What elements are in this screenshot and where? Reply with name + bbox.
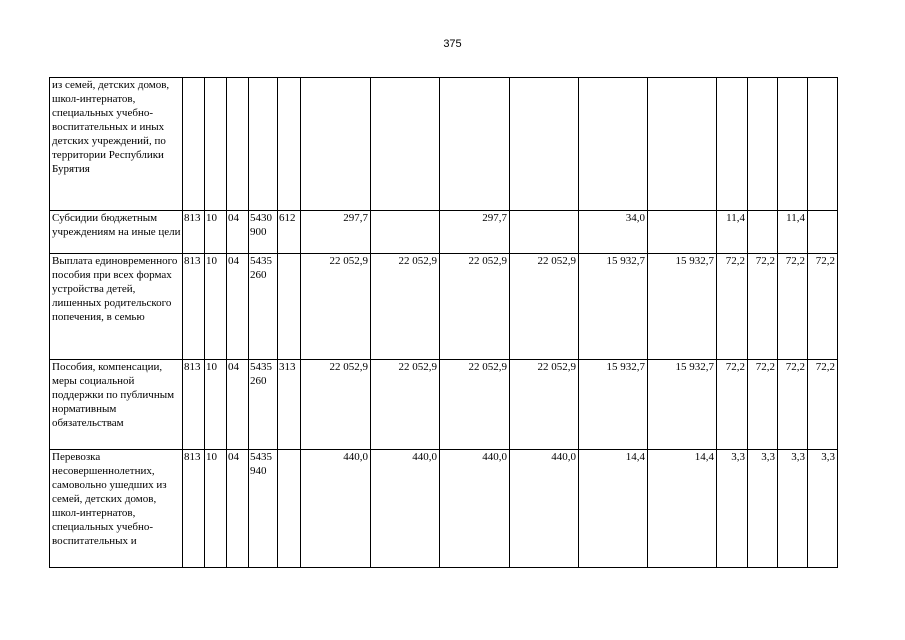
table-row: [50, 211, 838, 254]
cell-percent: 3,3: [778, 450, 808, 568]
cell-target-article: 5435 260: [249, 254, 278, 360]
cell-section: 10: [205, 450, 227, 568]
row-name: Пособия, компенсации, меры социальной поддержки по публичным нормативным обязательствам: [50, 360, 183, 450]
cell-subsection: [227, 78, 249, 211]
cell-value: 22 052,9: [440, 360, 510, 450]
page-number: 375: [443, 38, 462, 50]
cell-value: 22 052,9: [301, 254, 371, 360]
cell-chapter: 813: [183, 254, 205, 360]
cell-value: 15 932,7: [579, 360, 648, 450]
cell-value: [371, 211, 440, 254]
cell-subsection: 04: [227, 360, 249, 450]
cell-percent: 3,3: [808, 450, 838, 568]
cell-value: [440, 78, 510, 211]
cell-value: 22 052,9: [371, 360, 440, 450]
cell-chapter: 813: [183, 450, 205, 568]
cell-value: 22 052,9: [510, 254, 579, 360]
cell-value: [579, 78, 648, 211]
cell-chapter: [183, 78, 205, 211]
cell-value: 297,7: [301, 211, 371, 254]
cell-percent: [717, 78, 748, 211]
table-row: [50, 450, 838, 568]
cell-section: [205, 78, 227, 211]
cell-value: 440,0: [371, 450, 440, 568]
cell-percent: 72,2: [748, 360, 778, 450]
cell-percent: 72,2: [717, 360, 748, 450]
row-name: Перевозка несовершеннолетних, самовольно ушедших из семей, детских домов, школ-интернатов, специальных учебно-воспитательных и: [50, 450, 183, 568]
cell-expense-type: [278, 450, 301, 568]
cell-percent: [748, 78, 778, 211]
budget-table: [49, 77, 838, 568]
cell-value: 440,0: [510, 450, 579, 568]
cell-percent: [778, 78, 808, 211]
cell-value: 22 052,9: [440, 254, 510, 360]
cell-value: 297,7: [440, 211, 510, 254]
table-row: [50, 254, 838, 360]
cell-section: 10: [205, 254, 227, 360]
cell-expense-type: 612: [278, 211, 301, 254]
cell-percent: 3,3: [717, 450, 748, 568]
cell-percent: 72,2: [778, 254, 808, 360]
cell-value: [648, 211, 717, 254]
cell-percent: 3,3: [748, 450, 778, 568]
cell-value: 22 052,9: [301, 360, 371, 450]
row-name: Выплата единовременного пособия при всех формах устройства детей, лишенных родительского попечения, в семью: [50, 254, 183, 360]
table-row: [50, 78, 838, 211]
cell-percent: [748, 211, 778, 254]
cell-percent: [808, 78, 838, 211]
cell-expense-type: 313: [278, 360, 301, 450]
table-row: [50, 360, 838, 450]
cell-value: 440,0: [301, 450, 371, 568]
cell-chapter: 813: [183, 211, 205, 254]
cell-value: [510, 211, 579, 254]
cell-value: [371, 78, 440, 211]
cell-percent: [808, 211, 838, 254]
cell-percent: 72,2: [748, 254, 778, 360]
cell-subsection: 04: [227, 211, 249, 254]
cell-percent: 72,2: [778, 360, 808, 450]
cell-target-article: [249, 78, 278, 211]
cell-percent: 72,2: [808, 360, 838, 450]
cell-subsection: 04: [227, 450, 249, 568]
cell-value: [301, 78, 371, 211]
cell-percent: 11,4: [778, 211, 808, 254]
cell-value: 15 932,7: [648, 254, 717, 360]
cell-value: 440,0: [440, 450, 510, 568]
cell-chapter: 813: [183, 360, 205, 450]
row-name: из семей, детских домов, школ-интернатов, специальных учебно-воспитательных и иных детских учреждений, по территории Республики Бурятия: [50, 78, 183, 211]
cell-expense-type: [278, 78, 301, 211]
cell-percent: 11,4: [717, 211, 748, 254]
cell-expense-type: [278, 254, 301, 360]
cell-value: 15 932,7: [579, 254, 648, 360]
cell-subsection: 04: [227, 254, 249, 360]
cell-value: 22 052,9: [371, 254, 440, 360]
cell-target-article: 5435 260: [249, 360, 278, 450]
row-name: Субсидии бюджетным учреждениям на иные цели: [50, 211, 183, 254]
cell-value: 34,0: [579, 211, 648, 254]
cell-target-article: 5430 900: [249, 211, 278, 254]
cell-value: 15 932,7: [648, 360, 717, 450]
cell-percent: 72,2: [717, 254, 748, 360]
cell-percent: 72,2: [808, 254, 838, 360]
cell-target-article: 5435 940: [249, 450, 278, 568]
cell-section: 10: [205, 360, 227, 450]
cell-value: [510, 78, 579, 211]
cell-value: 22 052,9: [510, 360, 579, 450]
cell-value: [648, 78, 717, 211]
cell-value: 14,4: [579, 450, 648, 568]
cell-section: 10: [205, 211, 227, 254]
cell-value: 14,4: [648, 450, 717, 568]
